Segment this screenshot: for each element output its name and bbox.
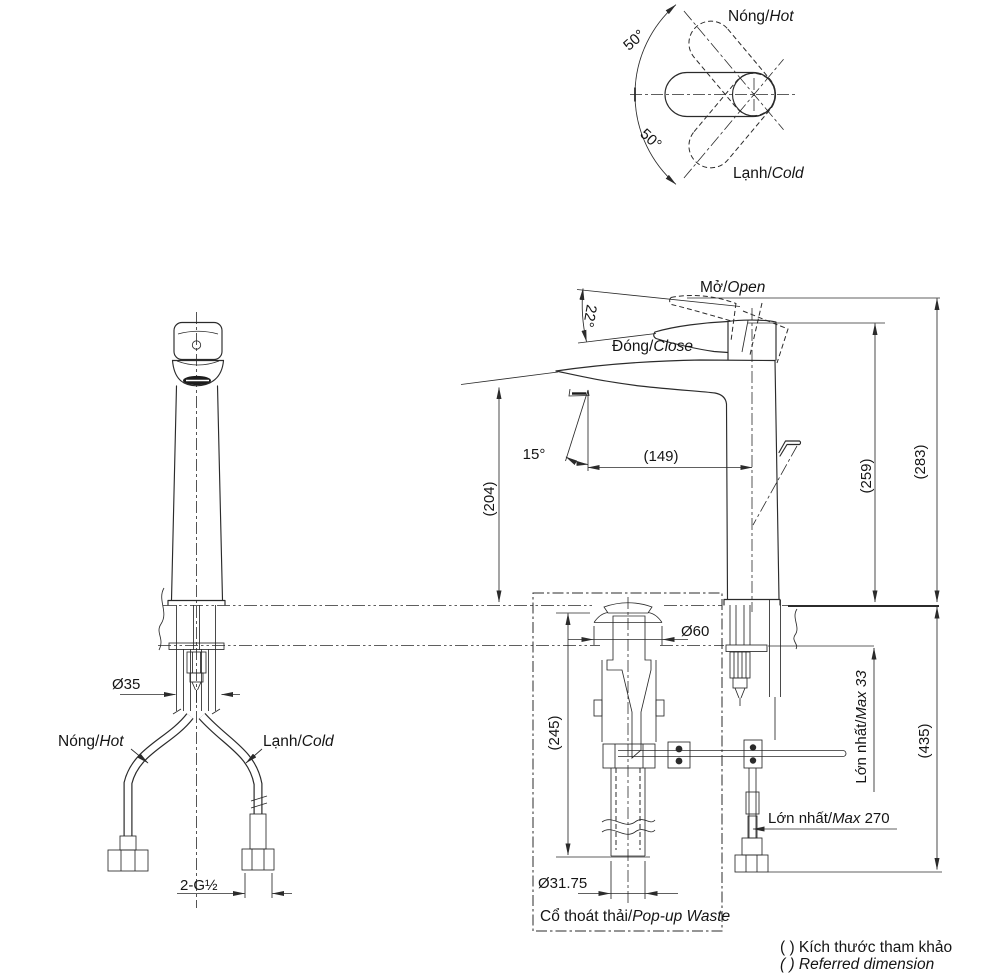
lift-rod-knob: [779, 441, 801, 456]
swing-angle-upper: 50°: [620, 26, 649, 55]
reference-notes: [780, 939, 952, 973]
counter-break-left: [159, 588, 164, 650]
hose-nut-side: [735, 855, 768, 872]
open-label: Mở/Open: [700, 279, 766, 296]
dim-spout-height: (204): [481, 481, 498, 517]
max-hose-label: Lớn nhất/Max 270: [768, 810, 890, 827]
hose-coupling-side: [742, 838, 762, 855]
note-en: ( ) Referred dimension: [780, 956, 935, 973]
note-vi: ( ) Kích thước tham khảo: [780, 939, 953, 956]
pipe-break-lower: [602, 830, 655, 835]
side-below-counter: [618, 600, 846, 872]
close-label: Đóng/Close: [612, 338, 694, 355]
popup-waste-label: Cổ thoát thải/Pop-up Waste: [540, 908, 731, 925]
dim-open-height: (283): [912, 444, 929, 480]
cold-label-top: Lạnh/Cold: [733, 165, 804, 182]
shank-washer-side: [726, 645, 767, 652]
swing-angle-lower: 50°: [636, 125, 665, 154]
shank-diameter-label: Ø35: [112, 676, 141, 693]
side-view-faucet: [523, 279, 940, 612]
thread-size-label: 2-G½: [180, 877, 218, 894]
dim-flange: Ø60: [681, 623, 710, 640]
hot-hose-nut: [108, 850, 148, 871]
handle-angle-label: 22°: [579, 303, 600, 329]
hot-label-front: Nóng/Hot: [58, 733, 124, 750]
counter-break-right: [794, 609, 797, 649]
lift-rod-clevis: [744, 740, 762, 768]
pipe-break-upper: [602, 820, 655, 825]
hot-hose: [128, 716, 190, 836]
counter-section: [158, 588, 939, 650]
lift-rod: [770, 600, 781, 740]
cold-hose-thread: [250, 814, 266, 849]
dim-total-below: (435): [916, 723, 933, 759]
hot-label-top: Nóng/Hot: [728, 8, 794, 25]
cold-hose-nut: [242, 849, 274, 870]
popup-rod: [618, 751, 846, 757]
dim-handle-height: (259): [858, 458, 875, 494]
shank-nut-side: [730, 652, 750, 678]
cold-label-front: Lạnh/Cold: [263, 733, 334, 750]
dim-below-counter: (245): [546, 715, 563, 751]
front-view-faucet: [58, 312, 335, 908]
top-view-handle-rotation: [620, 0, 805, 192]
waste-tailpiece: [607, 616, 651, 758]
dim-reach: (149): [643, 448, 679, 465]
max-counter-thickness-label: Lớn nhất/Max 33: [853, 670, 870, 784]
dim-waste-pipe: Ø31.75: [538, 875, 588, 892]
spout-angle-label: 15°: [522, 446, 546, 463]
